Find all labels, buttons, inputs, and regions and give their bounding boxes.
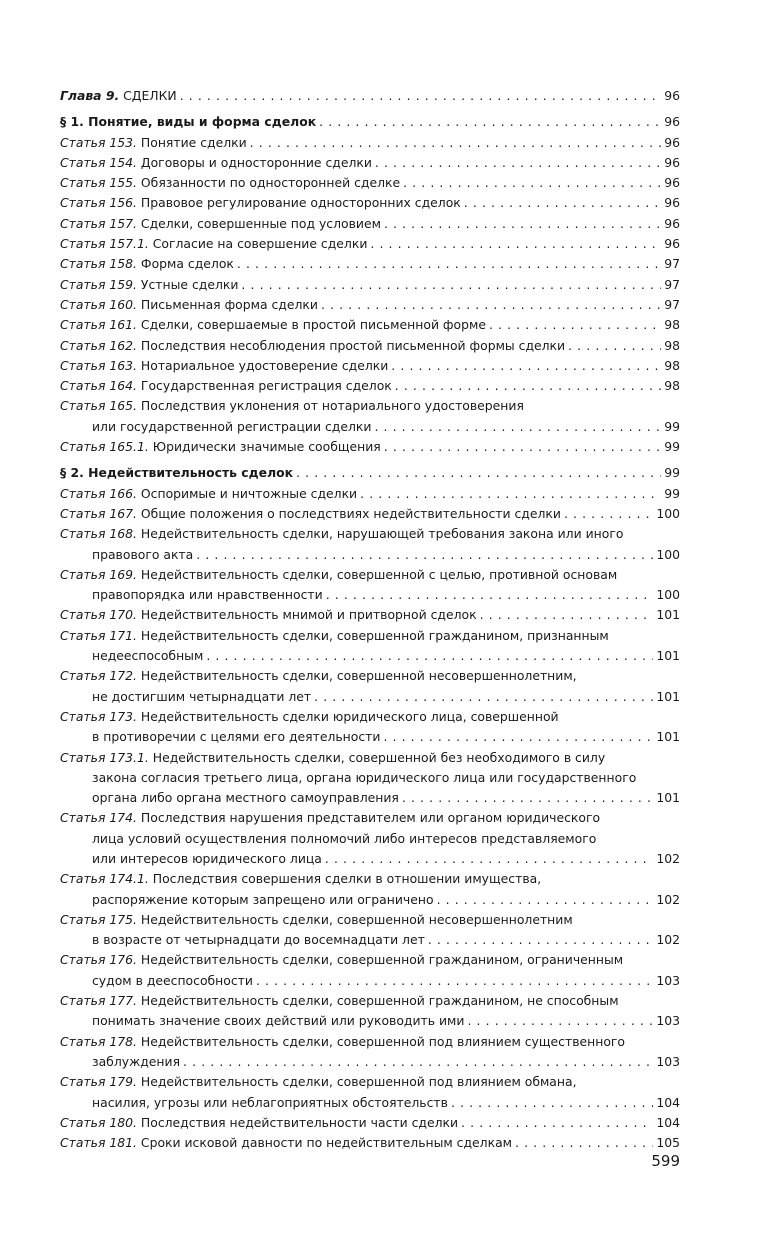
toc-entry bbox=[60, 193, 680, 213]
article-title: Недействительность сделки, совершенной с целью, противной основам bbox=[140, 566, 618, 582]
page-ref: 96 bbox=[664, 215, 680, 231]
toc-entry bbox=[60, 396, 680, 416]
dot-leader bbox=[321, 295, 661, 315]
dot-leader bbox=[314, 687, 653, 707]
section-title: § 1. Понятие, виды и форма сделок bbox=[60, 114, 317, 130]
article-label: Статья 160. bbox=[60, 296, 137, 312]
article-label: Статья 166. bbox=[60, 485, 137, 501]
article-label: Статья 171. bbox=[60, 627, 137, 643]
article-title: Недействительность сделки юридического лица, совершенной bbox=[140, 708, 559, 724]
article-title: Последствия нарушения представителем или органом юридического bbox=[140, 810, 601, 826]
article-title: Недействительность сделки, нарушающей требования закона или иного bbox=[140, 526, 624, 542]
dot-leader bbox=[370, 234, 661, 254]
toc-entry bbox=[60, 133, 680, 153]
page-ref: 96 bbox=[664, 88, 680, 103]
page-ref: 101 bbox=[656, 607, 680, 623]
toc-entry bbox=[60, 254, 680, 274]
page-ref: 99 bbox=[664, 439, 680, 455]
dot-leader bbox=[360, 484, 661, 504]
toc-entry-continuation bbox=[60, 1011, 680, 1031]
article-title-cont: или государственной регистрации сделки bbox=[92, 418, 372, 434]
dot-leader bbox=[256, 971, 653, 991]
toc-entry-continuation bbox=[60, 768, 680, 788]
dot-leader bbox=[241, 275, 661, 295]
toc-section-2 bbox=[60, 463, 680, 483]
dot-leader bbox=[403, 173, 661, 193]
page-ref: 103 bbox=[656, 1013, 680, 1029]
article-title-cont: недееспособным bbox=[92, 648, 204, 664]
article-label: Статья 169. bbox=[60, 566, 137, 582]
page-ref: 96 bbox=[664, 195, 680, 211]
article-label: Статья 153. bbox=[60, 134, 137, 150]
page-ref: 97 bbox=[664, 256, 680, 272]
toc-entry bbox=[60, 484, 680, 504]
article-title-cont: не достигшим четырнадцати лет bbox=[92, 688, 312, 704]
article-label: Статья 165.1. bbox=[60, 439, 149, 455]
toc-entry bbox=[60, 153, 680, 173]
page-ref: 105 bbox=[656, 1135, 680, 1151]
article-title: Последствия совершения сделки в отношении имущества, bbox=[152, 871, 542, 887]
article-label: Статья 175. bbox=[60, 911, 137, 927]
toc-entry bbox=[60, 748, 680, 768]
article-title: Нотариальное удостоверение сделки bbox=[140, 357, 389, 373]
dot-leader bbox=[480, 605, 654, 625]
toc-entry-continuation bbox=[60, 971, 680, 991]
article-title-cont: закона согласия третьего лица, органа юридического лица или государственного bbox=[92, 769, 637, 785]
toc-entry bbox=[60, 504, 680, 524]
article-label: Статья 181. bbox=[60, 1135, 137, 1151]
table-of-contents bbox=[60, 86, 680, 1153]
article-title-cont: заблуждения bbox=[92, 1053, 181, 1069]
toc-entry bbox=[60, 214, 680, 234]
page-ref: 96 bbox=[664, 236, 680, 252]
toc-entry-continuation bbox=[60, 687, 680, 707]
article-title-cont: насилия, угрозы или неблагоприятных обстоятельств bbox=[92, 1094, 448, 1110]
dot-leader bbox=[564, 504, 653, 524]
article-label: Статья 163. bbox=[60, 357, 137, 373]
toc-entry bbox=[60, 524, 680, 544]
article-label: Статья 178. bbox=[60, 1033, 137, 1049]
dot-leader bbox=[464, 193, 661, 213]
article-title: Последствия несоблюдения простой письменной формы сделки bbox=[140, 337, 566, 353]
page-ref: 102 bbox=[656, 932, 680, 948]
article-title: Недействительность сделки, совершенной гражданином, не способным bbox=[140, 993, 619, 1009]
page-ref: 98 bbox=[664, 357, 680, 373]
article-label: Статья 158. bbox=[60, 256, 137, 272]
dot-leader bbox=[391, 356, 661, 376]
article-title: Правовое регулирование односторонних сделок bbox=[140, 195, 461, 211]
article-label: Статья 176. bbox=[60, 952, 137, 968]
article-label: Статья 154. bbox=[60, 154, 137, 170]
article-title-cont: в возрасте от четырнадцати до восемнадцати лет bbox=[92, 932, 425, 948]
toc-entry bbox=[60, 1113, 680, 1133]
article-label: Статья 173.1. bbox=[60, 749, 149, 765]
dot-leader bbox=[374, 417, 661, 437]
dot-leader bbox=[437, 890, 654, 910]
page-ref: 98 bbox=[664, 317, 680, 333]
toc-entry-continuation bbox=[60, 829, 680, 849]
article-label: Статья 180. bbox=[60, 1114, 137, 1130]
page-ref: 99 bbox=[664, 485, 680, 501]
toc-entry-continuation bbox=[60, 849, 680, 869]
article-label: Статья 179. bbox=[60, 1074, 137, 1090]
toc-entry bbox=[60, 173, 680, 193]
dot-leader bbox=[515, 1133, 653, 1153]
page-ref: 100 bbox=[656, 587, 680, 603]
toc-entry bbox=[60, 336, 680, 356]
dot-leader bbox=[451, 1093, 653, 1113]
page-ref: 99 bbox=[664, 418, 680, 434]
dot-leader bbox=[183, 1052, 653, 1072]
article-label: Статья 174.1. bbox=[60, 871, 149, 887]
article-title: Последствия уклонения от нотариального удостоверения bbox=[140, 398, 524, 414]
dot-leader bbox=[375, 153, 661, 173]
article-label: Статья 177. bbox=[60, 993, 137, 1009]
article-title-cont: правопорядка или нравственности bbox=[92, 587, 323, 603]
article-label: Статья 159. bbox=[60, 276, 137, 292]
page-ref: 96 bbox=[664, 114, 680, 130]
dot-leader bbox=[326, 585, 654, 605]
page-ref: 103 bbox=[656, 972, 680, 988]
article-title-cont: правового акта bbox=[92, 546, 194, 562]
page-ref: 98 bbox=[664, 337, 680, 353]
page-ref: 104 bbox=[656, 1114, 680, 1130]
chapter-title: СДЕЛКИ bbox=[123, 88, 177, 103]
dot-leader bbox=[325, 849, 653, 869]
article-title-cont: судом в дееспособности bbox=[92, 972, 253, 988]
article-title: Последствия недействительности части сделки bbox=[140, 1114, 459, 1130]
article-title: Общие положения о последствиях недействительности сделки bbox=[140, 505, 561, 521]
toc-entry bbox=[60, 315, 680, 335]
toc-entry bbox=[60, 437, 680, 457]
dot-leader bbox=[467, 1011, 653, 1031]
toc-entry-continuation bbox=[60, 545, 680, 565]
toc-entry bbox=[60, 1032, 680, 1052]
article-title: Недействительность сделки, совершенной без необходимого в силу bbox=[152, 749, 606, 765]
article-title: Устные сделки bbox=[140, 276, 239, 292]
article-title: Недействительность мнимой и притворной сделок bbox=[140, 607, 477, 623]
page-ref: 97 bbox=[664, 276, 680, 292]
page-ref: 104 bbox=[656, 1094, 680, 1110]
toc-entry bbox=[60, 626, 680, 646]
article-label: Статья 162. bbox=[60, 337, 137, 353]
dot-leader bbox=[206, 646, 653, 666]
article-label: Статья 174. bbox=[60, 810, 137, 826]
page-ref: 96 bbox=[664, 134, 680, 150]
page-ref: 96 bbox=[664, 175, 680, 191]
page-ref: 97 bbox=[664, 296, 680, 312]
article-label: Статья 168. bbox=[60, 526, 137, 542]
toc-entry-continuation bbox=[60, 930, 680, 950]
article-label: Статья 173. bbox=[60, 708, 137, 724]
page-ref: 99 bbox=[664, 465, 680, 481]
article-title: Письменная форма сделки bbox=[140, 296, 318, 312]
article-title: Согласие на совершение сделки bbox=[152, 236, 368, 252]
page-ref: 98 bbox=[664, 378, 680, 394]
article-title: Обязанности по односторонней сделке bbox=[140, 175, 401, 191]
dot-leader bbox=[180, 86, 662, 106]
chapter-label: Глава 9. bbox=[60, 88, 120, 103]
toc-entry bbox=[60, 1072, 680, 1092]
toc-section-1 bbox=[60, 112, 680, 132]
article-title: Сделки, совершенные под условием bbox=[140, 215, 381, 231]
article-title: Недействительность сделки, совершенной несовершеннолетним bbox=[140, 911, 573, 927]
article-label: Статья 156. bbox=[60, 195, 137, 211]
toc-entry bbox=[60, 565, 680, 585]
toc-entry-continuation bbox=[60, 417, 680, 437]
article-title-cont: понимать значение своих действий или руководить ими bbox=[92, 1013, 465, 1029]
article-title: Сроки исковой давности по недействительным сделкам bbox=[140, 1135, 513, 1151]
page-ref: 103 bbox=[656, 1053, 680, 1069]
article-title: Форма сделок bbox=[140, 256, 234, 272]
article-title: Недействительность сделки, совершенной несовершеннолетним, bbox=[140, 668, 577, 684]
toc-entry-continuation bbox=[60, 727, 680, 747]
article-title: Договоры и односторонние сделки bbox=[140, 154, 372, 170]
toc-entry bbox=[60, 295, 680, 315]
dot-leader bbox=[402, 788, 653, 808]
article-label: Статья 167. bbox=[60, 505, 137, 521]
article-label: Статья 157. bbox=[60, 215, 137, 231]
dot-leader bbox=[395, 376, 661, 396]
page-ref: 101 bbox=[656, 790, 680, 806]
article-label: Статья 165. bbox=[60, 398, 137, 414]
page-ref: 101 bbox=[656, 648, 680, 664]
article-title: Понятие сделки bbox=[140, 134, 247, 150]
toc-entry bbox=[60, 1133, 680, 1153]
page-ref: 101 bbox=[656, 688, 680, 704]
toc-entry bbox=[60, 950, 680, 970]
article-title-cont: или интересов юридического лица bbox=[92, 850, 322, 866]
page-ref: 101 bbox=[656, 729, 680, 745]
article-title-cont: в противоречии с целями его деятельности bbox=[92, 729, 381, 745]
toc-entry bbox=[60, 376, 680, 396]
toc-entry bbox=[60, 869, 680, 889]
toc-entry-continuation bbox=[60, 1052, 680, 1072]
toc-entry-continuation bbox=[60, 788, 680, 808]
article-label: Статья 157.1. bbox=[60, 236, 149, 252]
article-label: Статья 170. bbox=[60, 607, 137, 623]
article-title-cont: органа либо органа местного самоуправления bbox=[92, 790, 399, 806]
article-label: Статья 161. bbox=[60, 317, 137, 333]
article-title: Недействительность сделки, совершенной гражданином, признанным bbox=[140, 627, 609, 643]
dot-leader bbox=[489, 315, 661, 335]
toc-entry bbox=[60, 666, 680, 686]
section-title: § 2. Недействительность сделок bbox=[60, 465, 294, 481]
article-title: Сделки, совершаемые в простой письменной форме bbox=[140, 317, 486, 333]
dot-leader bbox=[384, 214, 661, 234]
article-title: Государственная регистрация сделок bbox=[140, 378, 392, 394]
article-label: Статья 164. bbox=[60, 378, 137, 394]
dot-leader bbox=[237, 254, 661, 274]
toc-entry-continuation bbox=[60, 890, 680, 910]
toc-entry bbox=[60, 808, 680, 828]
page-ref: 102 bbox=[656, 891, 680, 907]
dot-leader bbox=[250, 133, 662, 153]
page-ref: 96 bbox=[664, 154, 680, 170]
dot-leader bbox=[428, 930, 654, 950]
toc-chapter-9 bbox=[60, 86, 680, 106]
toc-entry bbox=[60, 910, 680, 930]
page-ref: 100 bbox=[656, 505, 680, 521]
article-title: Юридически значимые сообщения bbox=[152, 439, 381, 455]
toc-entry bbox=[60, 356, 680, 376]
dot-leader bbox=[383, 727, 653, 747]
article-title: Недействительность сделки, совершенной под влиянием обмана, bbox=[140, 1074, 577, 1090]
toc-entry bbox=[60, 605, 680, 625]
toc-entry bbox=[60, 707, 680, 727]
article-title-cont: распоряжение которым запрещено или ограничено bbox=[92, 891, 434, 907]
toc-entry bbox=[60, 275, 680, 295]
dot-leader bbox=[461, 1113, 653, 1133]
toc-entry bbox=[60, 234, 680, 254]
toc-entry bbox=[60, 991, 680, 1011]
article-label: Статья 172. bbox=[60, 668, 137, 684]
dot-leader bbox=[319, 112, 661, 132]
article-title-cont: лица условий осуществления полномочий либо интересов представляемого bbox=[92, 830, 597, 846]
page-ref: 102 bbox=[656, 850, 680, 866]
article-title: Недействительность сделки, совершенной гражданином, ограниченным bbox=[140, 952, 624, 968]
article-title: Недействительность сделки, совершенной под влиянием существенного bbox=[140, 1033, 626, 1049]
page-number: 599 bbox=[651, 1152, 680, 1170]
article-label: Статья 155. bbox=[60, 175, 137, 191]
dot-leader bbox=[196, 545, 653, 565]
dot-leader bbox=[568, 336, 661, 356]
article-title: Оспоримые и ничтожные сделки bbox=[140, 485, 358, 501]
dot-leader bbox=[296, 463, 661, 483]
toc-entry-continuation bbox=[60, 646, 680, 666]
dot-leader bbox=[384, 437, 661, 457]
toc-entry-continuation bbox=[60, 585, 680, 605]
page-ref: 100 bbox=[656, 546, 680, 562]
toc-entry-continuation bbox=[60, 1093, 680, 1113]
